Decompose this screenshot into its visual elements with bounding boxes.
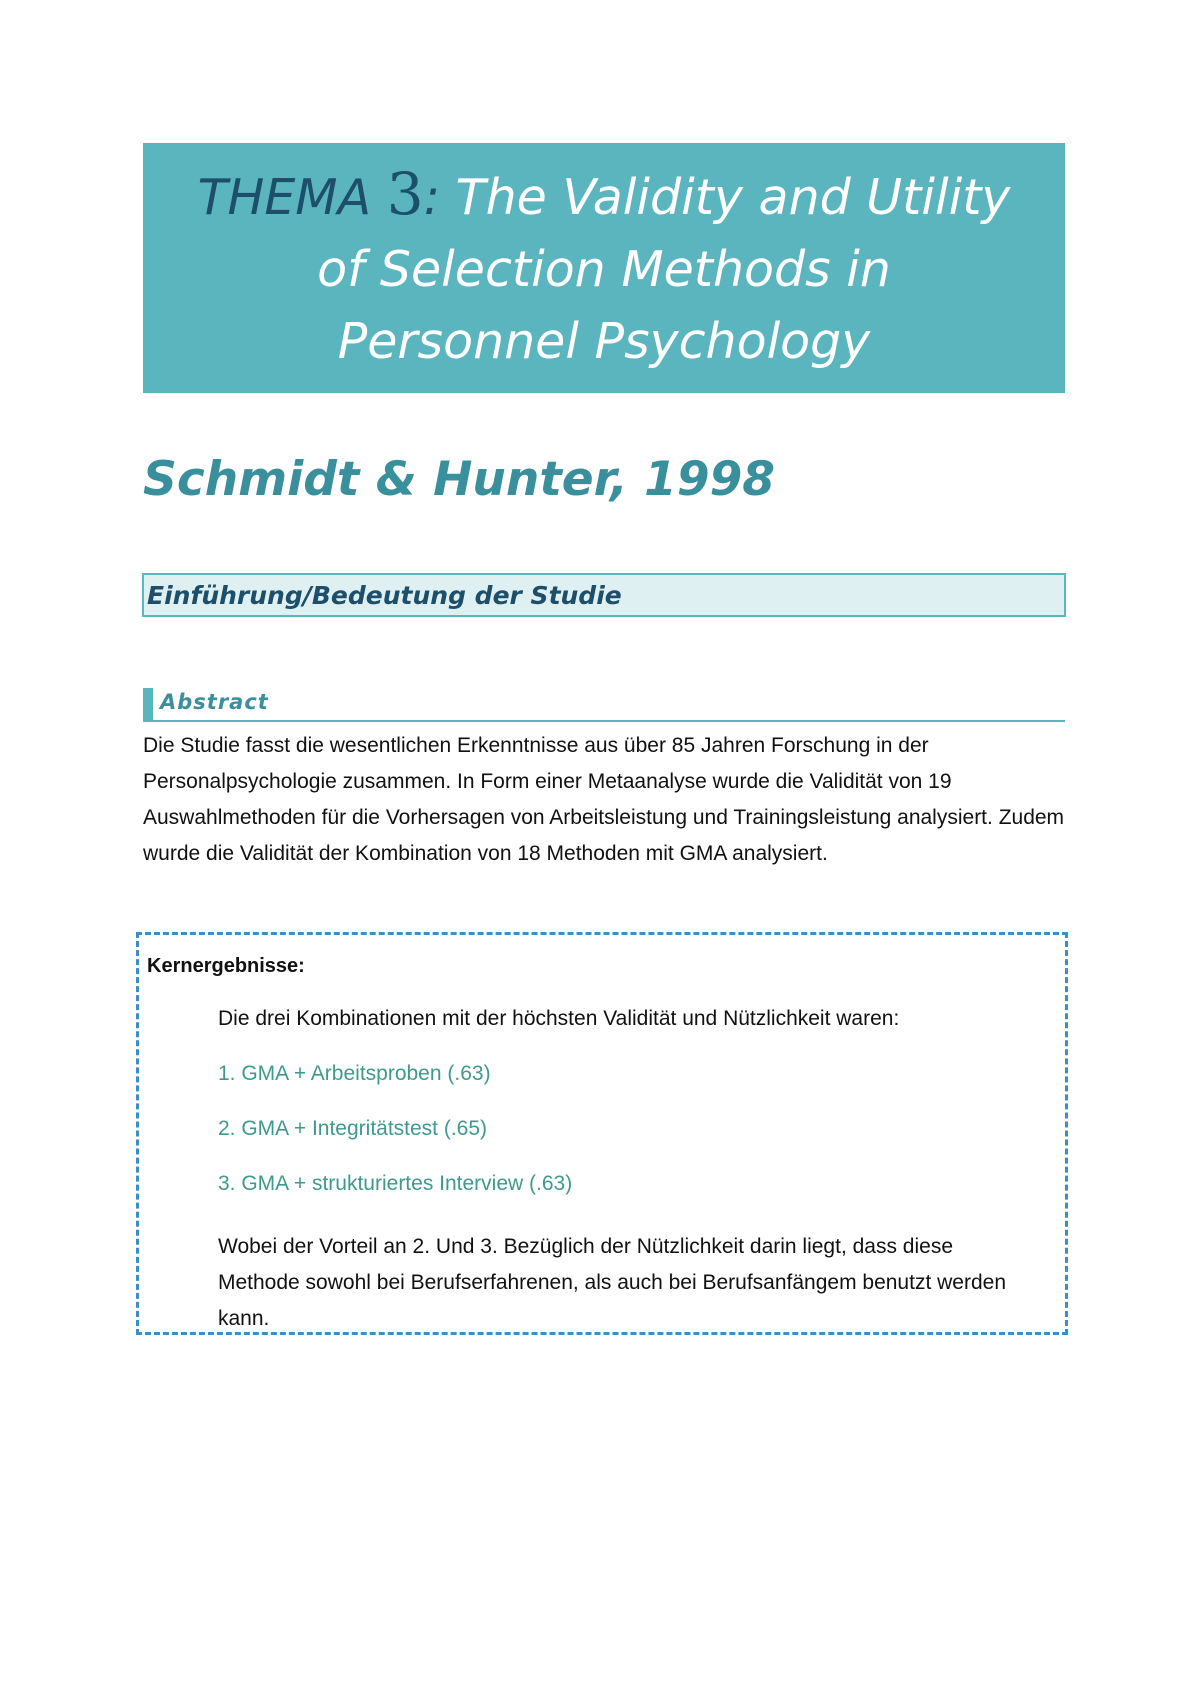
abstract-heading [143, 688, 1065, 722]
title-banner [143, 143, 1065, 393]
key-results-heading: Kernergebnisse: [147, 955, 305, 977]
key-results-intro: Die drei Kombinationen mit der höchsten Validität und Nützlichkeit waren: [218, 1007, 900, 1030]
document-title [174, 158, 1034, 378]
result-item: 1. GMA + Arbeitsproben (.63) [218, 1062, 491, 1085]
result-item: 2. GMA + Integritätstest (.65) [218, 1117, 488, 1140]
abstract-accent-bar [143, 688, 153, 722]
title-line-2: of Selection Methods in [317, 241, 891, 298]
section-title: Einführung/Bedeutung der Studie [147, 580, 622, 610]
section-header-box [142, 573, 1066, 617]
abstract-label: Abstract [160, 690, 269, 714]
key-results-box [136, 932, 1068, 1335]
abstract-text: Die Studie fasst die wesentlichen Erkenntnisse aus über 85 Jahren Forschung in der Personalpsychologie zusammen. In Form einer Metaanalyse wurde die Validität von 19 Auswahlmethoden für die Vorhersagen von Arbeitsleistung und Trainingsleistung analysiert. Zudem wurde die Validität der Kombination von 18 Methoden mit GMA analysiert. [143, 734, 1065, 865]
key-results-note: Wobei der Vorteil an 2. Und 3. Bezüglich der Nützlichkeit darin liegt, dass diese Methode sowohl bei Berufserfahrenen, als auch bei Berufsanfängem benutzt werden kann. [218, 1235, 1006, 1330]
title-line-3: Personnel Psychology [337, 313, 871, 370]
title-number: 3 [386, 160, 424, 228]
title-prefix: THEMA [197, 169, 372, 226]
result-item: 3. GMA + strukturiertes Interview (.63) [218, 1172, 573, 1195]
authors-heading: Schmidt & Hunter, 1998 [143, 452, 775, 507]
title-line-1: The Validity and Utility [440, 169, 1011, 226]
title-colon: : [423, 169, 441, 226]
